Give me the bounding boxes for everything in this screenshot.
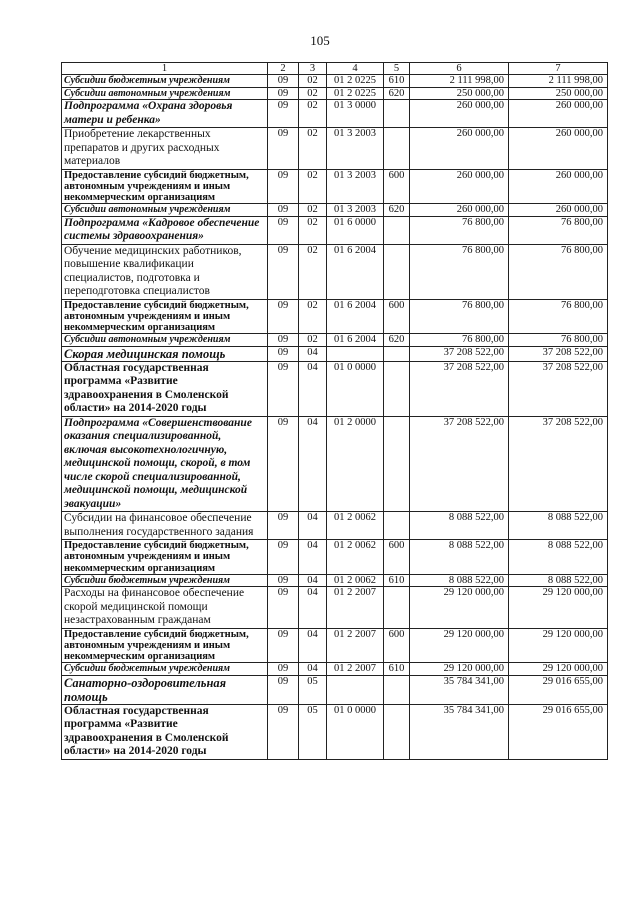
amount-year-1-cell: 260 000,00 xyxy=(410,100,509,128)
target-article-code-cell: 01 2 0000 xyxy=(327,416,384,512)
expense-type-code-cell: 620 xyxy=(384,204,410,217)
section-code-cell: 09 xyxy=(268,663,299,676)
section-code-cell: 09 xyxy=(268,675,299,704)
target-article-code-cell: 01 3 2003 xyxy=(327,204,384,217)
expense-type-code-cell xyxy=(384,244,410,299)
table-row xyxy=(62,128,608,170)
section-code-cell: 09 xyxy=(268,704,299,759)
target-article-code-cell: 01 6 2004 xyxy=(327,299,384,334)
table-header-row xyxy=(62,63,608,75)
target-article-code-cell: 01 6 2004 xyxy=(327,334,384,347)
column-header: 7 xyxy=(509,63,608,75)
expense-type-code-cell xyxy=(384,587,410,629)
expense-type-code-cell xyxy=(384,100,410,128)
target-article-code-cell: 01 3 0000 xyxy=(327,100,384,128)
subsection-code-cell: 02 xyxy=(299,100,327,128)
amount-year-1-cell: 29 120 000,00 xyxy=(410,663,509,676)
expense-type-code-cell: 600 xyxy=(384,628,410,663)
table-row xyxy=(62,675,608,704)
subsection-code-cell: 02 xyxy=(299,334,327,347)
table-row xyxy=(62,244,608,299)
column-header: 5 xyxy=(384,63,410,75)
table-row xyxy=(62,574,608,587)
row-name-cell: Областная государственная программа «Развитие здравоохранения в Смоленской области» на 2014-2020 годы xyxy=(62,704,268,759)
section-code-cell: 09 xyxy=(268,100,299,128)
table-row xyxy=(62,169,608,204)
subsection-code-cell: 02 xyxy=(299,299,327,334)
expense-type-code-cell xyxy=(384,704,410,759)
expense-type-code-cell: 620 xyxy=(384,87,410,100)
amount-year-1-cell: 8 088 522,00 xyxy=(410,540,509,575)
section-code-cell: 09 xyxy=(268,512,299,540)
subsection-code-cell: 02 xyxy=(299,87,327,100)
section-code-cell: 09 xyxy=(268,75,299,88)
amount-year-2-cell: 260 000,00 xyxy=(509,128,608,170)
subsection-code-cell: 04 xyxy=(299,540,327,575)
expense-type-code-cell xyxy=(384,512,410,540)
row-name-cell: Субсидии на финансовое обеспечение выполнения государственного задания xyxy=(62,512,268,540)
amount-year-2-cell: 29 120 000,00 xyxy=(509,587,608,629)
target-article-code-cell: 01 2 0225 xyxy=(327,87,384,100)
amount-year-2-cell: 76 800,00 xyxy=(509,216,608,244)
amount-year-1-cell: 250 000,00 xyxy=(410,87,509,100)
target-article-code-cell: 01 2 0062 xyxy=(327,574,384,587)
table-row xyxy=(62,216,608,244)
subsection-code-cell: 02 xyxy=(299,204,327,217)
expense-type-code-cell xyxy=(384,346,410,361)
amount-year-2-cell: 8 088 522,00 xyxy=(509,512,608,540)
row-name-cell: Расходы на финансовое обеспечение скорой медицинской помощи незастрахованным гражданам xyxy=(62,587,268,629)
table-row xyxy=(62,204,608,217)
row-name-cell: Предоставление субсидий бюджетным, автономным учреждениям и иным некоммерческим организациям xyxy=(62,540,268,575)
table-row xyxy=(62,540,608,575)
row-name-cell: Подпрограмма «Охрана здоровья матери и ребенка» xyxy=(62,100,268,128)
amount-year-2-cell: 8 088 522,00 xyxy=(509,540,608,575)
target-article-code-cell xyxy=(327,675,384,704)
subsection-code-cell: 02 xyxy=(299,128,327,170)
amount-year-1-cell: 76 800,00 xyxy=(410,216,509,244)
section-code-cell: 09 xyxy=(268,244,299,299)
target-article-code-cell: 01 0 0000 xyxy=(327,361,384,416)
expense-type-code-cell: 600 xyxy=(384,299,410,334)
amount-year-1-cell: 76 800,00 xyxy=(410,299,509,334)
target-article-code-cell xyxy=(327,346,384,361)
row-name-cell: Субсидии автономным учреждениям xyxy=(62,204,268,217)
amount-year-1-cell: 8 088 522,00 xyxy=(410,512,509,540)
section-code-cell: 09 xyxy=(268,346,299,361)
table-row xyxy=(62,628,608,663)
subsection-code-cell: 04 xyxy=(299,346,327,361)
target-article-code-cell: 01 2 0225 xyxy=(327,75,384,88)
row-name-cell: Приобретение лекарственных препаратов и других расходных материалов xyxy=(62,128,268,170)
expense-type-code-cell xyxy=(384,416,410,512)
table-row xyxy=(62,100,608,128)
expense-type-code-cell: 600 xyxy=(384,169,410,204)
expense-type-code-cell xyxy=(384,675,410,704)
section-code-cell: 09 xyxy=(268,587,299,629)
target-article-code-cell: 01 2 2007 xyxy=(327,663,384,676)
section-code-cell: 09 xyxy=(268,334,299,347)
amount-year-1-cell: 35 784 341,00 xyxy=(410,704,509,759)
expense-type-code-cell: 600 xyxy=(384,540,410,575)
amount-year-1-cell: 2 111 998,00 xyxy=(410,75,509,88)
table-row xyxy=(62,299,608,334)
column-header: 6 xyxy=(410,63,509,75)
amount-year-1-cell: 8 088 522,00 xyxy=(410,574,509,587)
expense-type-code-cell xyxy=(384,128,410,170)
section-code-cell: 09 xyxy=(268,216,299,244)
subsection-code-cell: 04 xyxy=(299,587,327,629)
table-row xyxy=(62,346,608,361)
subsection-code-cell: 02 xyxy=(299,244,327,299)
amount-year-2-cell: 29 016 655,00 xyxy=(509,704,608,759)
expense-type-code-cell: 610 xyxy=(384,75,410,88)
row-name-cell: Скорая медицинская помощь xyxy=(62,346,268,361)
amount-year-1-cell: 76 800,00 xyxy=(410,334,509,347)
subsection-code-cell: 04 xyxy=(299,512,327,540)
expense-type-code-cell: 610 xyxy=(384,663,410,676)
row-name-cell: Субсидии бюджетным учреждениям xyxy=(62,75,268,88)
amount-year-2-cell: 29 120 000,00 xyxy=(509,663,608,676)
budget-table xyxy=(61,62,608,760)
target-article-code-cell: 01 2 0062 xyxy=(327,540,384,575)
row-name-cell: Подпрограмма «Кадровое обеспечение системы здравоохранения» xyxy=(62,216,268,244)
table-row xyxy=(62,416,608,512)
subsection-code-cell: 04 xyxy=(299,416,327,512)
amount-year-2-cell: 76 800,00 xyxy=(509,334,608,347)
column-header: 3 xyxy=(299,63,327,75)
target-article-code-cell: 01 2 2007 xyxy=(327,628,384,663)
amount-year-2-cell: 260 000,00 xyxy=(509,204,608,217)
amount-year-1-cell: 37 208 522,00 xyxy=(410,346,509,361)
row-name-cell: Субсидии бюджетным учреждениям xyxy=(62,663,268,676)
section-code-cell: 09 xyxy=(268,416,299,512)
amount-year-1-cell: 260 000,00 xyxy=(410,128,509,170)
column-header: 4 xyxy=(327,63,384,75)
target-article-code-cell: 01 3 2003 xyxy=(327,169,384,204)
amount-year-1-cell: 29 120 000,00 xyxy=(410,628,509,663)
row-name-cell: Предоставление субсидий бюджетным, автономным учреждениям и иным некоммерческим организациям xyxy=(62,299,268,334)
amount-year-1-cell: 37 208 522,00 xyxy=(410,361,509,416)
row-name-cell: Субсидии бюджетным учреждениям xyxy=(62,574,268,587)
table-row xyxy=(62,587,608,629)
subsection-code-cell: 04 xyxy=(299,663,327,676)
expense-type-code-cell xyxy=(384,361,410,416)
expense-type-code-cell: 610 xyxy=(384,574,410,587)
target-article-code-cell: 01 6 2004 xyxy=(327,244,384,299)
page-number: 105 xyxy=(310,33,330,48)
section-code-cell: 09 xyxy=(268,87,299,100)
section-code-cell: 09 xyxy=(268,628,299,663)
row-name-cell: Предоставление субсидий бюджетным, автономным учреждениям и иным некоммерческим организациям xyxy=(62,628,268,663)
amount-year-1-cell: 29 120 000,00 xyxy=(410,587,509,629)
row-name-cell: Субсидии автономным учреждениям xyxy=(62,334,268,347)
section-code-cell: 09 xyxy=(268,540,299,575)
amount-year-2-cell: 37 208 522,00 xyxy=(509,346,608,361)
table-row xyxy=(62,704,608,759)
target-article-code-cell: 01 2 2007 xyxy=(327,587,384,629)
expense-type-code-cell: 620 xyxy=(384,334,410,347)
subsection-code-cell: 05 xyxy=(299,704,327,759)
row-name-cell: Областная государственная программа «Развитие здравоохранения в Смоленской области» на 2014-2020 годы xyxy=(62,361,268,416)
target-article-code-cell: 01 2 0062 xyxy=(327,512,384,540)
target-article-code-cell: 01 3 2003 xyxy=(327,128,384,170)
table-row xyxy=(62,512,608,540)
subsection-code-cell: 02 xyxy=(299,169,327,204)
table-row xyxy=(62,361,608,416)
amount-year-2-cell: 2 111 998,00 xyxy=(509,75,608,88)
amount-year-2-cell: 76 800,00 xyxy=(509,299,608,334)
section-code-cell: 09 xyxy=(268,128,299,170)
subsection-code-cell: 02 xyxy=(299,216,327,244)
amount-year-2-cell: 260 000,00 xyxy=(509,169,608,204)
row-name-cell: Санаторно-оздоровительная помощь xyxy=(62,675,268,704)
table-row xyxy=(62,663,608,676)
amount-year-1-cell: 260 000,00 xyxy=(410,169,509,204)
subsection-code-cell: 02 xyxy=(299,75,327,88)
section-code-cell: 09 xyxy=(268,169,299,204)
subsection-code-cell: 04 xyxy=(299,628,327,663)
amount-year-2-cell: 29 016 655,00 xyxy=(509,675,608,704)
amount-year-1-cell: 35 784 341,00 xyxy=(410,675,509,704)
amount-year-1-cell: 37 208 522,00 xyxy=(410,416,509,512)
row-name-cell: Обучение медицинских работников, повышение квалификации специалистов, подготовка и переподготовка специалистов xyxy=(62,244,268,299)
column-header: 2 xyxy=(268,63,299,75)
target-article-code-cell: 01 0 0000 xyxy=(327,704,384,759)
subsection-code-cell: 05 xyxy=(299,675,327,704)
amount-year-2-cell: 8 088 522,00 xyxy=(509,574,608,587)
row-name-cell: Подпрограмма «Совершенствование оказания специализированной, включая высокотехнологичную, медицинской помощи, скорой, в том числе скорой специализированной, медицинской помощи, медицинской эвакуации» xyxy=(62,416,268,512)
section-code-cell: 09 xyxy=(268,574,299,587)
amount-year-2-cell: 260 000,00 xyxy=(509,100,608,128)
amount-year-1-cell: 76 800,00 xyxy=(410,244,509,299)
row-name-cell: Субсидии автономным учреждениям xyxy=(62,87,268,100)
row-name-cell: Предоставление субсидий бюджетным, автономным учреждениям и иным некоммерческим организациям xyxy=(62,169,268,204)
amount-year-1-cell: 260 000,00 xyxy=(410,204,509,217)
amount-year-2-cell: 37 208 522,00 xyxy=(509,416,608,512)
table-row xyxy=(62,75,608,88)
target-article-code-cell: 01 6 0000 xyxy=(327,216,384,244)
section-code-cell: 09 xyxy=(268,361,299,416)
table-row xyxy=(62,87,608,100)
section-code-cell: 09 xyxy=(268,204,299,217)
table-row xyxy=(62,334,608,347)
subsection-code-cell: 04 xyxy=(299,574,327,587)
amount-year-2-cell: 250 000,00 xyxy=(509,87,608,100)
amount-year-2-cell: 29 120 000,00 xyxy=(509,628,608,663)
amount-year-2-cell: 37 208 522,00 xyxy=(509,361,608,416)
expense-type-code-cell xyxy=(384,216,410,244)
column-header: 1 xyxy=(62,63,268,75)
section-code-cell: 09 xyxy=(268,299,299,334)
amount-year-2-cell: 76 800,00 xyxy=(509,244,608,299)
subsection-code-cell: 04 xyxy=(299,361,327,416)
